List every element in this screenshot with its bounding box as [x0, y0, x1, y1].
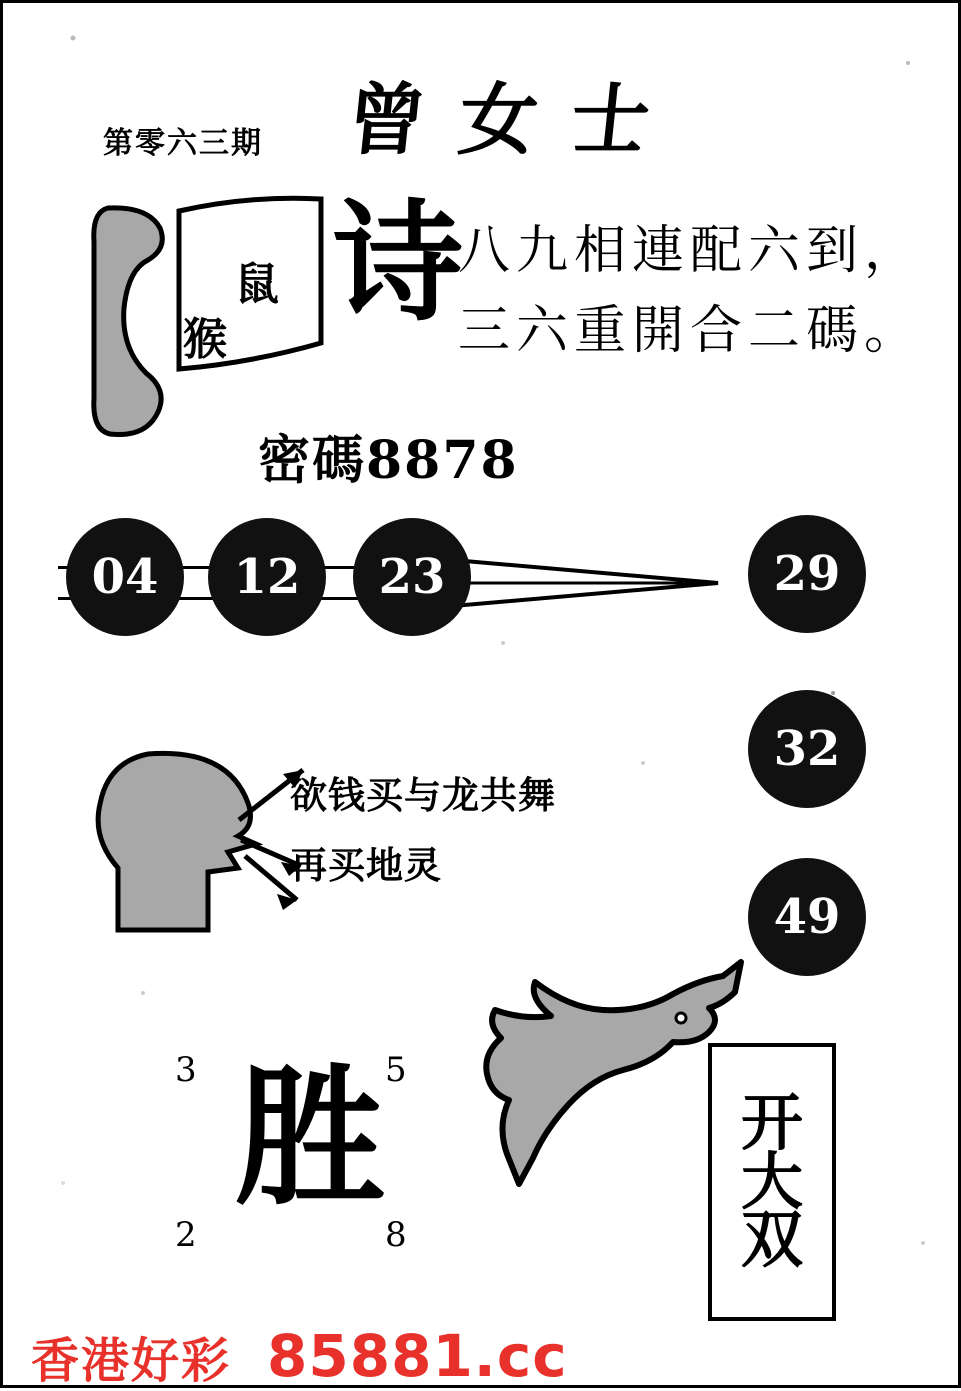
issue-number: 第零六三期: [103, 126, 263, 161]
ball-number: 23: [353, 518, 471, 636]
vertical-keyword-char: 开: [740, 1085, 803, 1159]
poem-line-2: 三六重開合二碼。: [458, 301, 923, 361]
corner-digit-bottom-left: 2: [175, 1215, 197, 1255]
side-ball-number: 29: [748, 515, 866, 633]
saying-line-2: 再买地灵: [290, 843, 442, 887]
corner-digit-bottom-right: 8: [385, 1215, 407, 1255]
zodiac-top: 鼠: [235, 259, 279, 310]
footer: [3, 1321, 961, 1391]
footer-url[interactable]: 85881.cc: [267, 1322, 568, 1390]
zodiac-bottom: 猴: [183, 314, 227, 365]
footer-site-name: 香港好彩: [31, 1332, 232, 1389]
ball-number: 12: [208, 518, 326, 636]
vertical-keyword-char: 双: [740, 1203, 803, 1277]
arrow-icon: [453, 538, 743, 628]
poem-line-1: 八九相連配六到，: [458, 221, 923, 281]
side-ball-number: 49: [748, 858, 866, 976]
brand-title: 曾女士: [342, 75, 689, 166]
password-text: 密碼8878: [258, 430, 519, 491]
ball-number: 04: [66, 518, 184, 636]
corner-digit-top-left: 3: [175, 1050, 197, 1090]
big-character: 胜: [235, 1050, 386, 1226]
vertical-keyword-box: [708, 1043, 836, 1321]
corner-digit-top-right: 5: [385, 1050, 407, 1090]
saying-line-1: 欲钱买与龙共舞: [290, 773, 556, 817]
poem-label: 诗: [333, 186, 464, 339]
vertical-keyword-char: 大: [740, 1144, 803, 1218]
side-ball-number: 32: [748, 690, 866, 808]
